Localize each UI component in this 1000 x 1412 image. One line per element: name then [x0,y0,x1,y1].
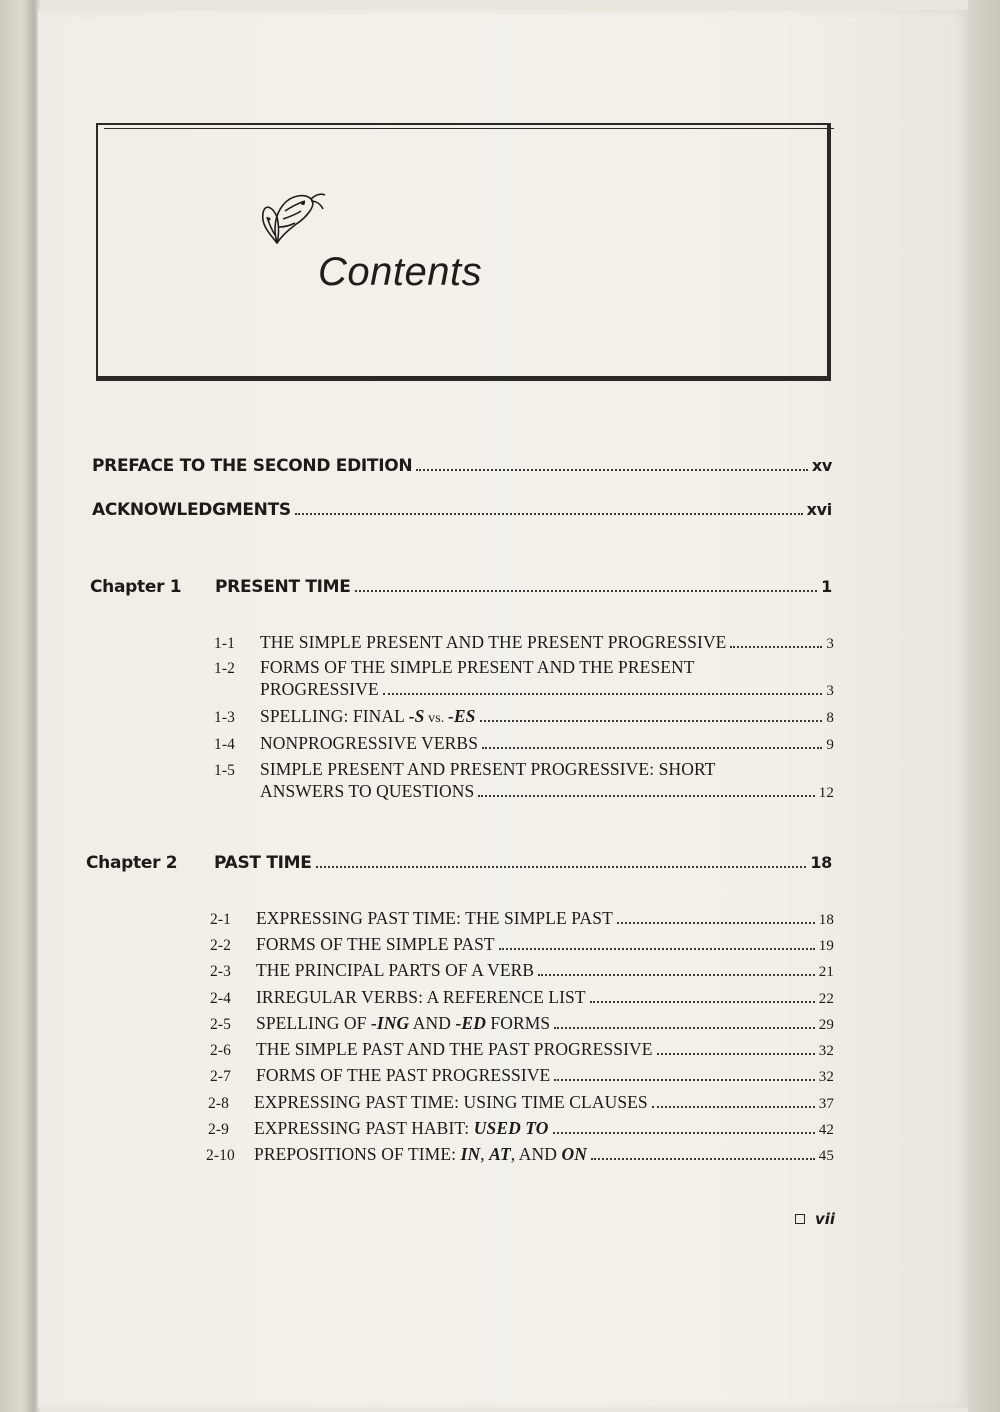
toc-page-number: 32 [818,1043,834,1059]
section-number: 2-3 [210,963,231,980]
title-emphasis: -S [408,706,425,726]
section-title-line1: SIMPLE PRESENT AND PRESENT PROGRESSIVE: SHORT [260,759,716,779]
toc-page-number: 45 [818,1148,834,1164]
section-title-line2: PROGRESSIVE [260,679,379,699]
page-right-edge [968,0,1000,1412]
section-number: 2-5 [210,1016,231,1033]
title-part: SPELLING: FINAL [260,706,409,726]
title-emphasis: ON [561,1144,587,1164]
section-title [256,1013,550,1034]
title-part: SPELLING OF [256,1013,371,1033]
toc-section-2-4 [210,987,834,1008]
title-part: , [480,1144,490,1164]
toc-page-number: 21 [818,964,834,980]
section-number: 1-5 [214,762,235,779]
leader-dots [590,1000,815,1003]
toc-chapter-2 [86,853,832,873]
chapter-title: PRESENT TIME [215,577,351,597]
title-part: EXPRESSING PAST HABIT: [254,1118,474,1138]
toc-page-number: 42 [818,1122,834,1138]
section-number: 1-2 [214,660,235,677]
toc-section-2-3 [210,960,834,981]
toc-section-2-6 [210,1039,834,1060]
leader-dots [383,692,823,695]
toc-section-2-7 [210,1065,834,1086]
leader-dots [652,1105,815,1108]
toc-page-number: xv [811,456,832,475]
leader-dots [617,921,815,924]
toc-entry-label: PREFACE TO THE SECOND EDITION [92,456,413,476]
toc-section-1-4 [214,733,834,754]
toc-page-number: 12 [818,785,834,801]
leader-dots [553,1131,815,1134]
toc-section-2-9 [208,1118,834,1139]
section-number: 2-6 [210,1042,231,1059]
title-part: , AND [510,1144,562,1164]
section-title: THE SIMPLE PRESENT AND THE PRESENT PROGRESSIVE [260,632,727,652]
chapter-title: PAST TIME [214,853,312,873]
title-emphasis: USED TO [473,1118,549,1138]
leader-dots [657,1052,815,1055]
leader-dots [355,589,818,592]
section-title [260,706,476,727]
section-number: 2-8 [208,1095,229,1112]
toc-page-number: 19 [818,938,834,954]
leader-dots [730,645,822,648]
section-title: EXPRESSING PAST TIME: USING TIME CLAUSES [254,1092,648,1112]
toc-entry-preface [92,456,832,476]
section-title: FORMS OF THE SIMPLE PAST [256,934,495,954]
toc-page-number: xvi [806,500,832,519]
toc-section-1-2 [214,657,834,678]
toc-page-number: 32 [818,1069,834,1085]
toc-page-number: 18 [818,912,834,928]
section-number: 2-2 [210,937,231,954]
section-number: 2-1 [210,911,231,928]
toc-section-1-1 [214,632,834,653]
section-title [254,1144,587,1165]
title-part: PREPOSITIONS OF TIME: [254,1144,461,1164]
toc-page-number: 9 [826,737,834,753]
toc-page-number: 8 [826,710,834,726]
title-part: vs. [424,711,448,726]
toc-section-2-1 [210,908,834,929]
title-part: AND [409,1013,456,1033]
section-title: THE PRINCIPAL PARTS OF A VERB [256,960,535,980]
leader-dots [416,468,808,471]
toc-page-number: 22 [818,991,834,1007]
toc-section-2-10 [206,1144,834,1165]
section-number: 1-4 [214,736,235,753]
toc-section-1-3 [214,706,834,727]
section-title: EXPRESSING PAST TIME: THE SIMPLE PAST [256,908,613,928]
section-number: 1-1 [214,635,235,652]
toc-section-1-5-cont [260,781,834,802]
page-number: vii [815,1210,836,1228]
butterfly-icon [255,187,327,247]
section-title: THE SIMPLE PAST AND THE PAST PROGRESSIVE [256,1039,653,1059]
leader-dots [591,1157,815,1160]
page-footer [795,1210,835,1228]
leader-dots [295,512,803,515]
toc-section-1-2-cont [260,679,834,700]
title-emphasis: IN [460,1144,481,1164]
section-number: 1-3 [214,709,235,726]
section-title-line2: ANSWERS TO QUESTIONS [260,781,475,801]
chapter-label: Chapter 1 [90,577,182,597]
toc-section-1-5 [214,759,834,780]
leader-dots [480,719,823,722]
section-title: FORMS OF THE PAST PROGRESSIVE [256,1065,551,1085]
square-bullet-icon [795,1214,805,1224]
section-number: 2-4 [210,990,231,1007]
title-emphasis: -ED [455,1013,486,1033]
title-emphasis: -ES [447,706,476,726]
section-title [254,1118,549,1139]
section-number: 2-9 [208,1121,229,1138]
toc-page-number: 29 [818,1017,834,1033]
leader-dots [554,1078,814,1081]
title-emphasis: -ING [370,1013,410,1033]
page-title: Contents [318,250,483,294]
toc-page-number: 1 [821,577,832,596]
section-number: 2-10 [206,1147,235,1164]
toc-page-number: 37 [818,1096,834,1112]
section-title: NONPROGRESSIVE VERBS [260,733,479,753]
leader-dots [478,794,815,797]
toc-section-2-5 [210,1013,834,1034]
leader-dots [499,947,815,950]
leader-dots [554,1026,815,1029]
toc-section-2-8 [208,1092,834,1113]
leader-dots [482,746,822,749]
book-spine-edge [0,0,40,1412]
toc-chapter-1 [90,577,832,597]
section-number: 2-7 [210,1068,231,1085]
toc-page-number: 3 [826,683,834,699]
toc-entry-label: ACKNOWLEDGMENTS [92,500,291,520]
leader-dots [538,973,815,976]
section-title: IRREGULAR VERBS: A REFERENCE LIST [256,987,586,1007]
toc-page-number: 18 [810,853,832,872]
toc-entry-acknowledgments [92,500,832,520]
toc-page-number: 3 [826,636,834,652]
leader-dots [316,865,807,868]
title-emphasis: AT [489,1144,511,1164]
chapter-label: Chapter 2 [86,853,178,873]
section-title-line1: FORMS OF THE SIMPLE PRESENT AND THE PRESENT [260,657,695,677]
toc-section-2-2 [210,934,834,955]
title-part: FORMS [485,1013,551,1033]
